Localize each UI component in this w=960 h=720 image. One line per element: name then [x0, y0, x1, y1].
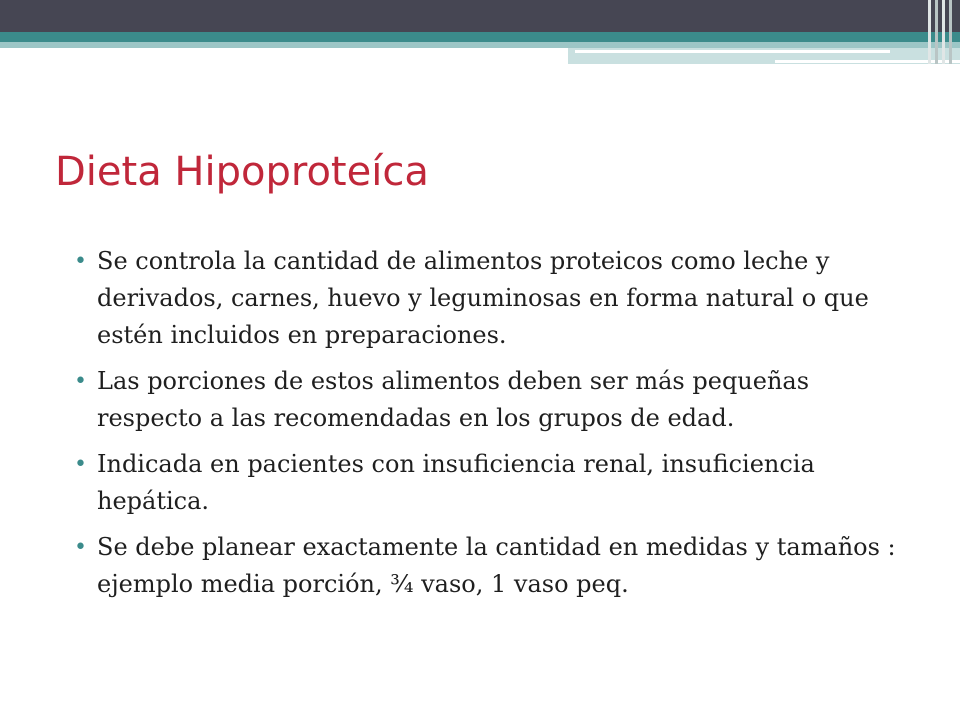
header-stripes [928, 0, 954, 64]
bullet-item [74, 363, 904, 437]
bullet-text: Indicada en pacientes con insuficiencia renal, insuficiencia hepática. [97, 450, 815, 515]
bullet-icon: • [74, 369, 87, 394]
header-stripe [942, 0, 945, 64]
bullet-icon: • [74, 452, 87, 477]
bullet-item [74, 529, 904, 603]
bullet-item [74, 243, 904, 354]
header-stripe [935, 0, 938, 64]
header-teal-bar [0, 32, 960, 42]
bullet-item [74, 446, 904, 520]
bullet-text: Las porciones de estos alimentos deben ser más pequeñas respecto a las recomendadas en los grupos de edad. [97, 367, 810, 432]
header-dark-bar [0, 0, 960, 32]
header-stripe [949, 0, 952, 64]
header-accent-line [575, 50, 890, 53]
slide-title: Dieta Hipoproteíca [55, 149, 429, 195]
bullet-list [74, 243, 904, 612]
bullet-icon: • [74, 535, 87, 560]
bullet-text: Se debe planear exactamente la cantidad en medidas y tamaños : ejemplo media porción, ¾ vaso, 1 vaso peq. [97, 533, 896, 598]
header-stripe [928, 0, 931, 64]
bullet-text: Se controla la cantidad de alimentos proteicos como leche y derivados, carnes, huevo y leguminosas en forma natural o que estén incluidos en preparaciones. [97, 247, 869, 349]
bullet-icon: • [74, 249, 87, 274]
